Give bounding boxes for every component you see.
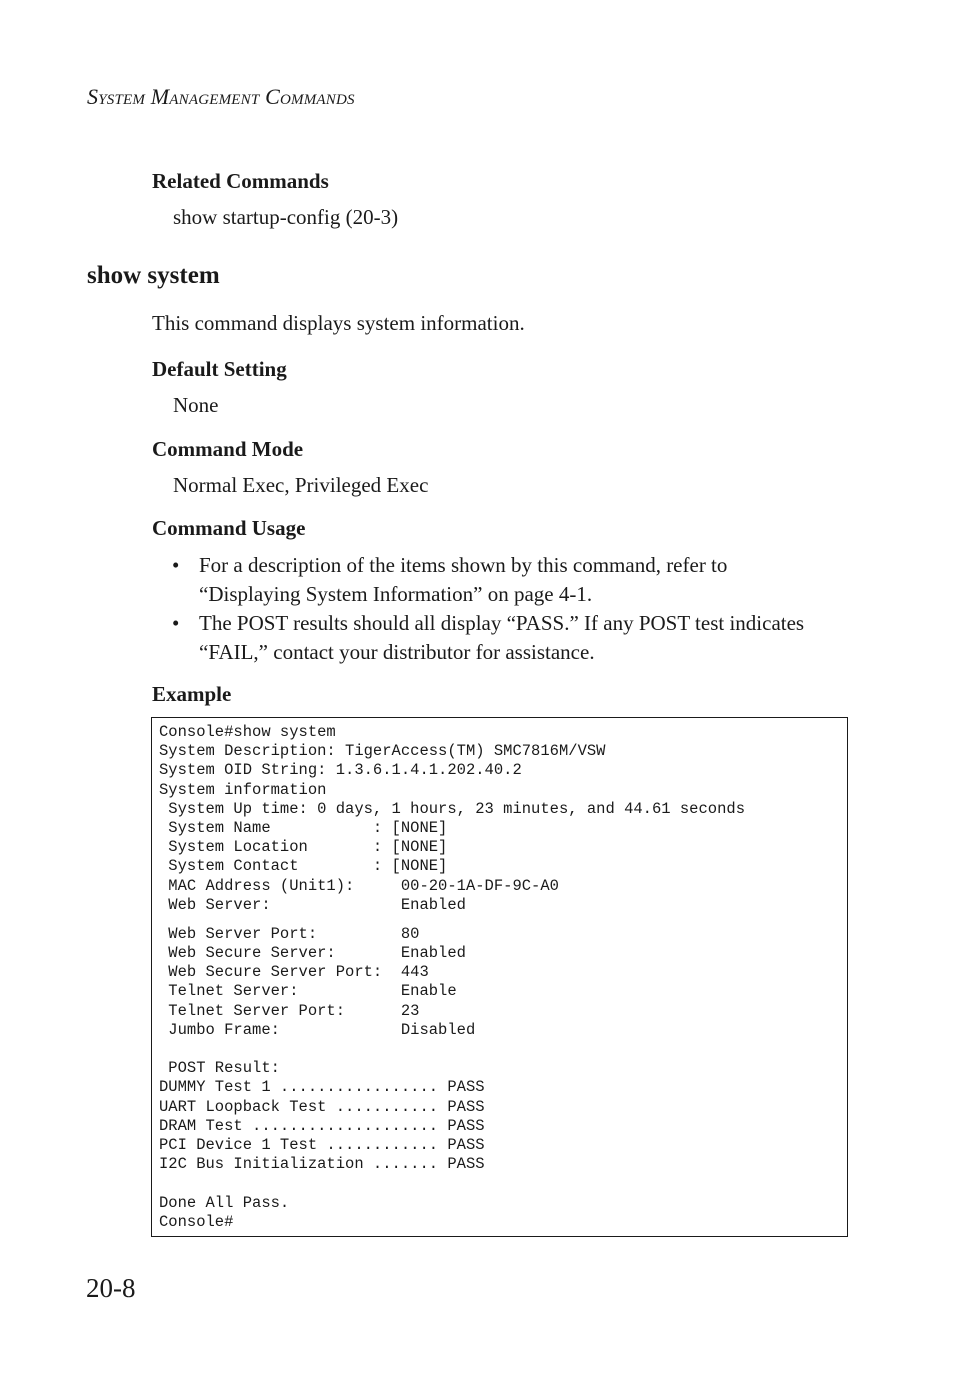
code-line: System OID String: 1.3.6.1.4.1.202.40.2 — [159, 761, 522, 780]
bullet-marker: • — [172, 553, 180, 577]
code-line: Web Server: Enabled — [159, 895, 466, 914]
command-usage-label: Command Usage — [152, 516, 306, 540]
description: This command displays system information. — [152, 311, 525, 335]
code-line: Done All Pass. — [159, 1193, 290, 1212]
code-line: Console# — [159, 1212, 234, 1231]
code-line: PCI Device 1 Test ............ PASS — [159, 1135, 485, 1154]
code-line: POST Result: — [159, 1059, 280, 1078]
bullet-marker: • — [172, 611, 180, 635]
code-line: MAC Address (Unit1): 00-20-1A-DF-9C-A0 — [159, 876, 559, 895]
code-line: Web Secure Server Port: 443 — [159, 963, 429, 982]
code-line: System Name : [NONE] — [159, 818, 448, 837]
code-line: Web Secure Server: Enabled — [159, 944, 466, 963]
code-gap — [159, 915, 847, 925]
default-setting-label: Default Setting — [152, 357, 287, 381]
code-line: System information — [159, 780, 327, 799]
code-example-box — [151, 717, 848, 1237]
code-line: DRAM Test .................... PASS — [159, 1116, 485, 1135]
example-label: Example — [152, 682, 232, 706]
code-line: Console#show system — [159, 723, 336, 741]
code-line: System Contact : [NONE] — [159, 857, 448, 876]
page-number: 20-8 — [86, 1273, 136, 1303]
code-line: Telnet Server Port: 23 — [159, 1001, 420, 1020]
usage-bullet — [172, 609, 832, 667]
usage-bullet — [172, 551, 832, 609]
command-usage-list — [172, 551, 832, 667]
related-commands-label: Related Commands — [152, 169, 329, 193]
command-mode-text: Normal Exec, Privileged Exec — [173, 473, 429, 497]
code-line: DUMMY Test 1 ................. PASS — [159, 1078, 485, 1097]
default-setting-text: None — [173, 393, 219, 417]
usage-bullet-text: For a description of the items shown by this command, refer to “Displaying System Information” on page 4-1. — [199, 553, 728, 606]
code-line: Jumbo Frame: Disabled — [159, 1020, 476, 1039]
command-mode-label: Command Mode — [152, 437, 304, 461]
code-line: Web Server Port: 80 — [159, 924, 420, 943]
usage-bullet-text: The POST results should all display “PASS.” If any POST test indicates “FAIL,” contact your distributor for assistance. — [199, 611, 805, 664]
code-line: System Location : [NONE] — [159, 838, 448, 857]
code-line: UART Loopback Test ........... PASS — [159, 1097, 485, 1116]
code-line: System Up time: 0 days, 1 hours, 23 minutes, and 44.61 seconds — [159, 799, 745, 818]
code-line — [159, 1040, 847, 1059]
running-head: System Management Commands — [87, 84, 355, 109]
code-line — [159, 1174, 847, 1193]
code-block-server-post — [159, 925, 847, 1232]
code-block-system-info — [159, 723, 847, 915]
code-line: Telnet Server: Enable — [159, 982, 457, 1001]
section-title: show system — [87, 262, 220, 289]
related-commands-text: show startup-config (20-3) — [173, 205, 399, 229]
code-line: System Description: TigerAccess(TM) SMC7816M/VSW — [159, 742, 606, 761]
code-line: I2C Bus Initialization ....... PASS — [159, 1155, 485, 1174]
